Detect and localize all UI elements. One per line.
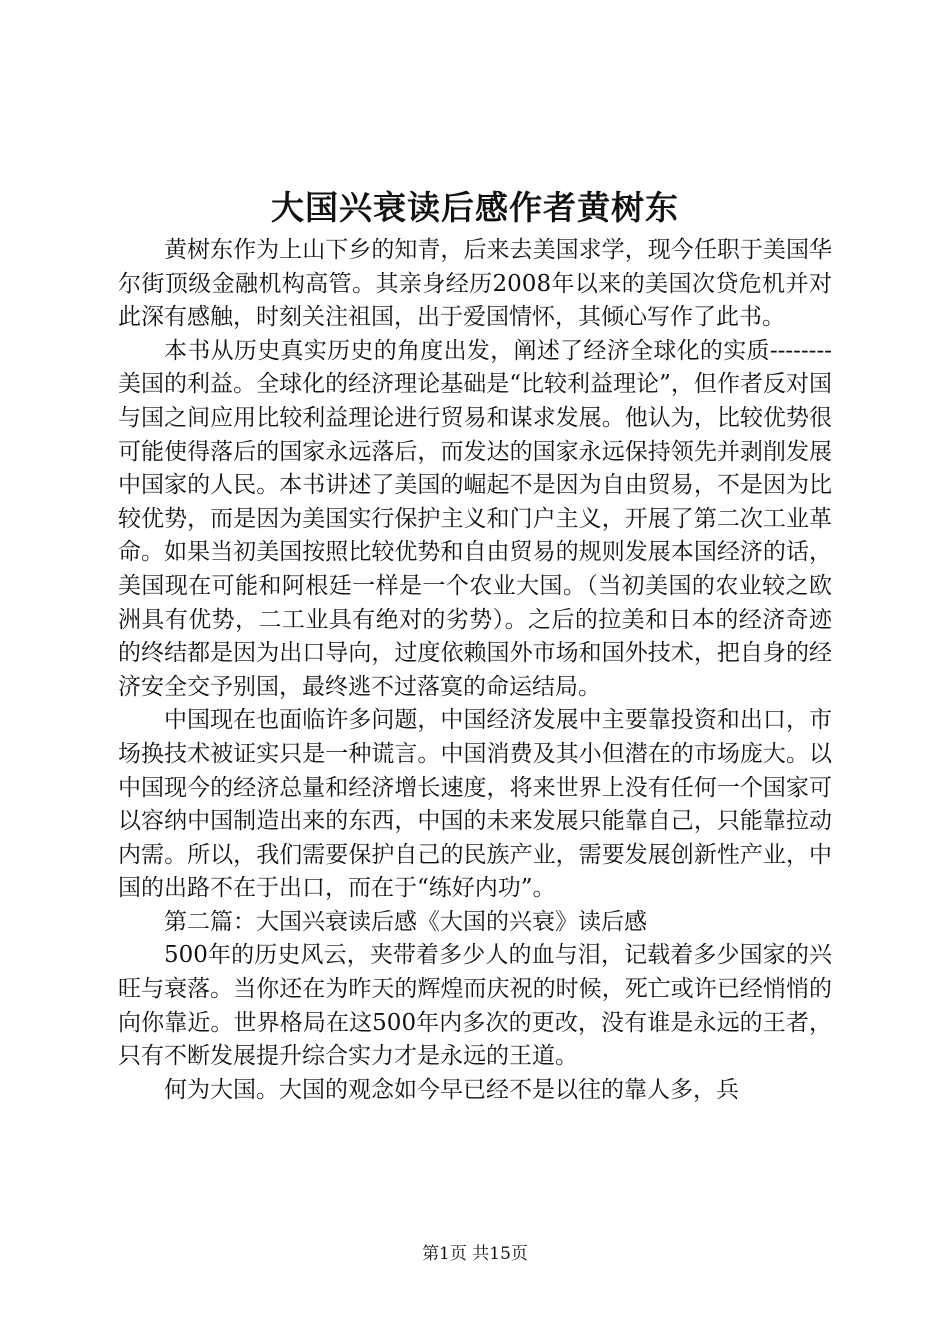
paragraph-1: 黄树东作为上山下乡的知青，后来去美国求学，现今任职于美国华尔街顶级金融机构高管。其亲身经历2008年以来的美国次贷危机并对此深有感触，时刻关注祖国，出于爱国情怀，其倾心写作了此书。 — [118, 237, 832, 331]
page-number-footer: 第1页 共15页 — [422, 1244, 528, 1264]
section-heading: 第二篇：大国兴衰读后感《大国的兴衰》读后感 — [164, 908, 647, 935]
paragraph-5: 何为大国。大国的观念如今早已经不是以往的靠人多，兵 — [164, 1076, 739, 1103]
paragraph-2: 本书从历史真实历史的角度出发，阐述了经济全球化的实质--------美国的利益。全球化的经济理论基础是“比较利益理论”，但作者反对国与国之间应用比较利益理论进行贸易和谋求发展。他认为，比较优势很可能使得落后的国家永远落后，而发达的国家永远保持领先并剥削发展中国家的人民。本书讲述了美国的崛起不是因为自由贸易，不是因为比较优势，而是因为美国实行保护主义和门户主义，开展了第二次工业革命。如果当初美国按照比较优势和自由贸易的规则发展本国经济的话，美国现在可能和阿根廷一样是一个农业大国。（当初美国的农业较之欧洲具有优势，二工业具有绝对的劣势）。之后的拉美和日本的经济奇迹的终结都是因为出口导向，过度依赖国外市场和国外技术，把自身的经济安全交予别国，最终逃不过落寞的命运结局。 — [118, 337, 832, 700]
document-body — [118, 234, 832, 1107]
paragraph-3: 中国现在也面临许多问题，中国经济发展中主要靠投资和出口，市场换技术被证实只是一种谎言。中国消费及其小但潜在的市场庞大。以中国现今的经济总量和经济增长速度，将来世界上没有任何一个国家可以容纳中国制造出来的东西，中国的未来发展只能靠自己，只能靠拉动内需。所以，我们需要保护自己的民族产业，需要发展创新性产业，中国的出路不在于出口，而在于“练好内功”。 — [118, 707, 832, 902]
document-title: 大国兴衰读后感作者黄树东 — [271, 188, 679, 227]
paragraph-4: 500年的历史风云，夹带着多少人的血与泪，记载着多少国家的兴旺与衰落。当你还在为昨天的辉煌而庆祝的时候，死亡或许已经悄悄的向你靠近。世界格局在这500年内多次的更改，没有谁是永远的王者，只有不断发展提升综合实力才是永远的王道。 — [118, 942, 832, 1070]
